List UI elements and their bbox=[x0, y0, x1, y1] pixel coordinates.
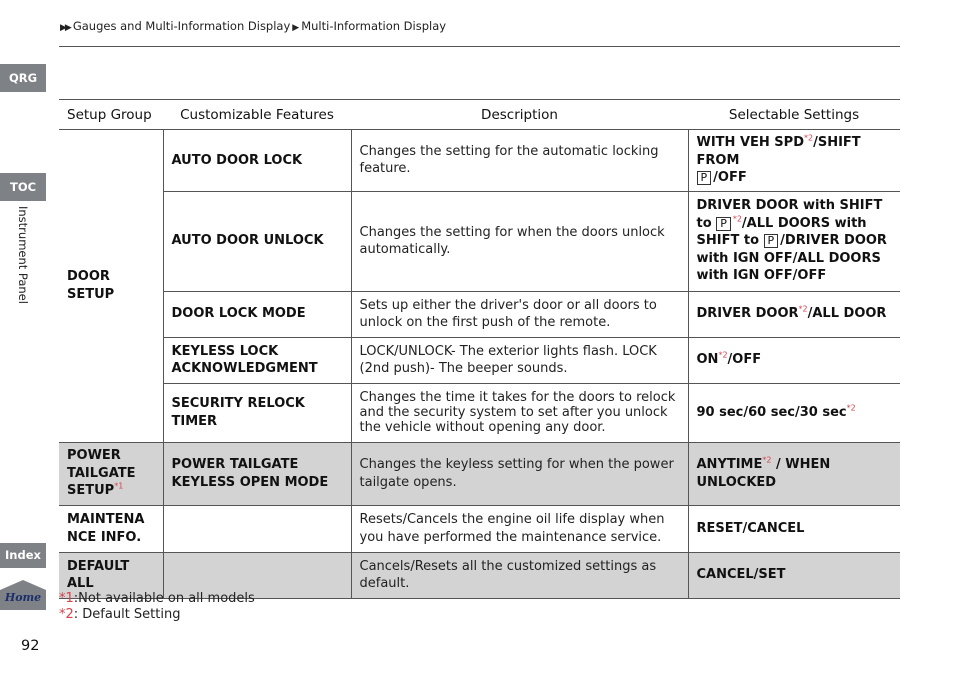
setup-group-maintenance: MAINTENA NCE INFO. bbox=[59, 505, 163, 552]
feature-name: KEYLESS LOCK ACKNOWLEDGMENT bbox=[163, 337, 351, 383]
feature-description: Changes the keyless setting for when the power tailgate opens. bbox=[351, 442, 688, 505]
setup-group-power-tailgate: POWER TAILGATE SETUP$^{*1}$ bbox=[59, 442, 163, 505]
feature-name: AUTO DOOR UNLOCK bbox=[163, 191, 351, 291]
feature-description: Cancels/Resets all the customized settings as default. bbox=[351, 552, 688, 598]
selectable-settings: DRIVER DOOR with SHIFT to P $^{*2}$/ALL DOORS with SHIFT to P /DRIVER DOOR with IGN OFF/ALL DOORS with IGN OFF/OFF bbox=[688, 191, 900, 291]
breadcrumb-page[interactable]: Multi-Information Display bbox=[301, 19, 447, 33]
p-gear-symbol: P bbox=[764, 234, 779, 248]
settings-table bbox=[59, 99, 900, 599]
index-tab[interactable]: Index bbox=[0, 543, 46, 568]
table-row bbox=[59, 130, 900, 192]
toc-tab[interactable]: TOC bbox=[0, 173, 46, 201]
arrow-icon: ▶ bbox=[292, 23, 300, 33]
footnote-2: *2: Default Setting bbox=[59, 607, 181, 622]
feature-name: DOOR LOCK MODE bbox=[163, 291, 351, 337]
table-row bbox=[59, 505, 900, 552]
table-header-row bbox=[59, 100, 900, 130]
setup-group-default: DEFAULT ALL bbox=[59, 552, 163, 598]
header-divider bbox=[59, 46, 900, 47]
column-header-description: Description bbox=[351, 100, 688, 130]
feature-name: AUTO DOOR LOCK bbox=[163, 130, 351, 192]
page-number: 92 bbox=[21, 638, 40, 654]
home-button[interactable] bbox=[0, 580, 46, 610]
chapter-label: Instrument Panel bbox=[16, 206, 30, 304]
column-header-setup-group: Setup Group bbox=[59, 100, 163, 130]
selectable-settings: RESET/CANCEL bbox=[688, 505, 900, 552]
p-gear-symbol: P bbox=[716, 217, 731, 231]
table-row bbox=[59, 442, 900, 505]
qrg-tab[interactable]: QRG bbox=[0, 64, 46, 92]
feature-description: Changes the setting for the automatic locking feature. bbox=[351, 130, 688, 192]
table-row bbox=[59, 383, 900, 442]
selectable-settings: WITH VEH SPD$^{*2}$/SHIFT FROM P /OFF bbox=[688, 130, 900, 192]
table-row bbox=[59, 337, 900, 383]
feature-description: Changes the time it takes for the doors to relock and the security system to set after you unlock the vehicle without opening any door. bbox=[351, 383, 688, 442]
feature-description: LOCK/UNLOCK- The exterior lights flash. LOCK (2nd push)- The beeper sounds. bbox=[351, 337, 688, 383]
p-gear-symbol: P bbox=[697, 171, 712, 185]
home-label: Home bbox=[4, 591, 42, 604]
setup-group-door: DOOR SETUP bbox=[59, 130, 163, 443]
feature-name: POWER TAILGATE KEYLESS OPEN MODE bbox=[163, 442, 351, 505]
feature-name: SECURITY RELOCK TIMER bbox=[163, 383, 351, 442]
feature-description: Resets/Cancels the engine oil life display when you have performed the maintenance service. bbox=[351, 505, 688, 552]
column-header-features: Customizable Features bbox=[163, 100, 351, 130]
table-row bbox=[59, 191, 900, 291]
selectable-settings: ON$^{*2}$/OFF bbox=[688, 337, 900, 383]
footnote-1: *1:Not available on all models bbox=[59, 591, 255, 606]
selectable-settings: ANYTIME$^{*2}$ / WHEN UNLOCKED bbox=[688, 442, 900, 505]
column-header-settings: Selectable Settings bbox=[688, 100, 900, 130]
table-row bbox=[59, 291, 900, 337]
feature-name bbox=[163, 505, 351, 552]
footnotes bbox=[59, 591, 255, 623]
breadcrumb-section-link[interactable]: Gauges and Multi-Information Display bbox=[72, 19, 291, 33]
feature-description: Changes the setting for when the doors unlock automatically. bbox=[351, 191, 688, 291]
breadcrumb bbox=[60, 19, 446, 33]
feature-description: Sets up either the driver's door or all doors to unlock on the first push of the remote. bbox=[351, 291, 688, 337]
selectable-settings: CANCEL/SET bbox=[688, 552, 900, 598]
double-arrow-icon: ▶▶ bbox=[60, 23, 70, 33]
selectable-settings: DRIVER DOOR$^{*2}$/ALL DOOR bbox=[688, 291, 900, 337]
selectable-settings: 90 sec/60 sec/30 $\sec^{*2}$ bbox=[688, 383, 900, 442]
